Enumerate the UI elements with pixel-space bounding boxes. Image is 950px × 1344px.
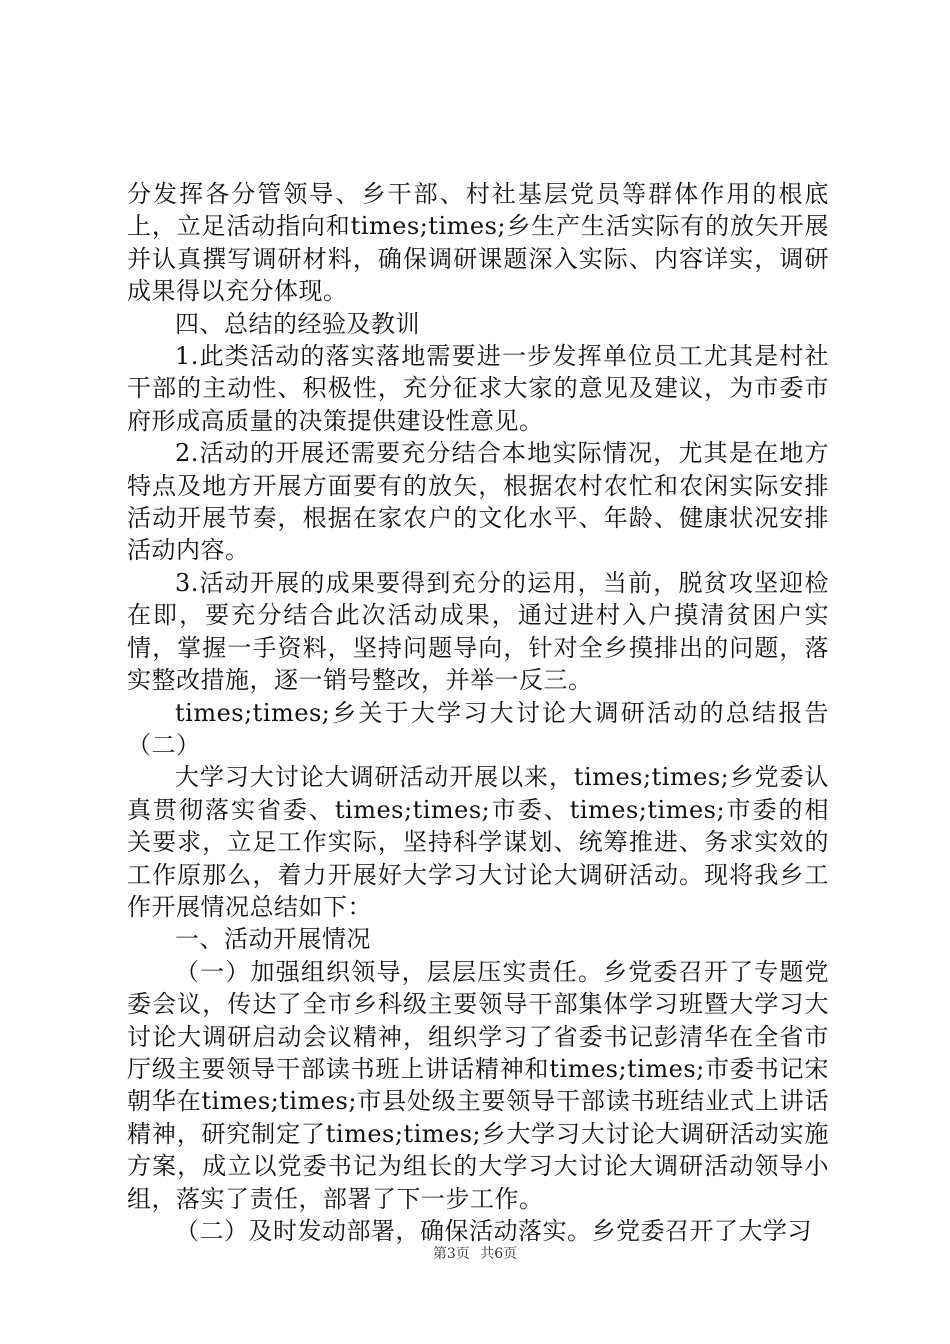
section-heading-activities: 一、活动开展情况 — [175, 925, 371, 954]
paragraph-intro: 大学习大讨论大调研活动开展以来，times;times;乡党委认真贯彻落实省委、times;times;市委、times;times;市委的相关要求，立足工作实际，坚持科学谋划、统筹推进、务求实效的工作原那么，着力开展好大学习大讨论大调研活动。现将我乡工作开展情况总结如下： — [127, 763, 829, 921]
paragraph-continuation: 分发挥各分管领导、乡干部、村社基层党员等群体作用的根底上，立足活动指向和times;times;乡生产生活实际有的放矢开展并认真撰写调研材料，确保调研课题深入实际、内容详实，调研成果得以充分体现。 — [127, 180, 829, 306]
document-body — [127, 178, 829, 1247]
section-heading-lessons: 四、总结的经验及教训 — [175, 309, 420, 338]
page-footer — [0, 1243, 950, 1263]
paragraph-item-1: （一）加强组织领导，层层压实责任。乡党委召开了专题党委会议，传达了全市乡科级主要领导干部集体学习班暨大学习大讨论大调研启动会议精神，组织学习了省委书记彭清华在全省市厅级主要领导干部读书班上讲话精神和times;times;市委书记宋朝华在times;times;市县处级主要领导干部读书班结业式上讲话精神，研究制定了times;times;乡大学习大讨论大调研活动实施方案，成立以党委书记为组长的大学习大讨论大调研活动领导小组，落实了责任，部署了下一步工作。 — [127, 957, 829, 1213]
paragraph-item-2: （二）及时发动部署，确保活动落实。乡党委召开了大学习 — [175, 1217, 812, 1245]
page-total: 共6页 — [480, 1246, 518, 1262]
page-number: 第3页 — [432, 1246, 470, 1262]
report-title: times;times;乡关于大学习大讨论大调研活动的总结报告（二） — [127, 698, 829, 759]
paragraph-lesson-2: 2.活动的开展还需要充分结合本地实际情况，尤其是在地方特点及地方开展方面要有的放矢，根据农村农忙和农闲实际安排活动开展节奏，根据在家农户的文化水平、年龄、健康状况安排活动内容。 — [127, 439, 829, 565]
paragraph-lesson-1: 1.此类活动的落实落地需要进一步发挥单位员工尤其是村社干部的主动性、积极性，充分征求大家的意见及建议，为市委市府形成高质量的决策提供建设性意见。 — [127, 342, 829, 435]
paragraph-lesson-3: 3.活动开展的成果要得到充分的运用，当前，脱贫攻坚迎检在即，要充分结合此次活动成果，通过进村入户摸清贫困户实情，掌握一手资料，坚持问题导向，针对全乡摸排出的问题，落实整改措施，逐一销号整改，并举一反三。 — [127, 568, 829, 695]
